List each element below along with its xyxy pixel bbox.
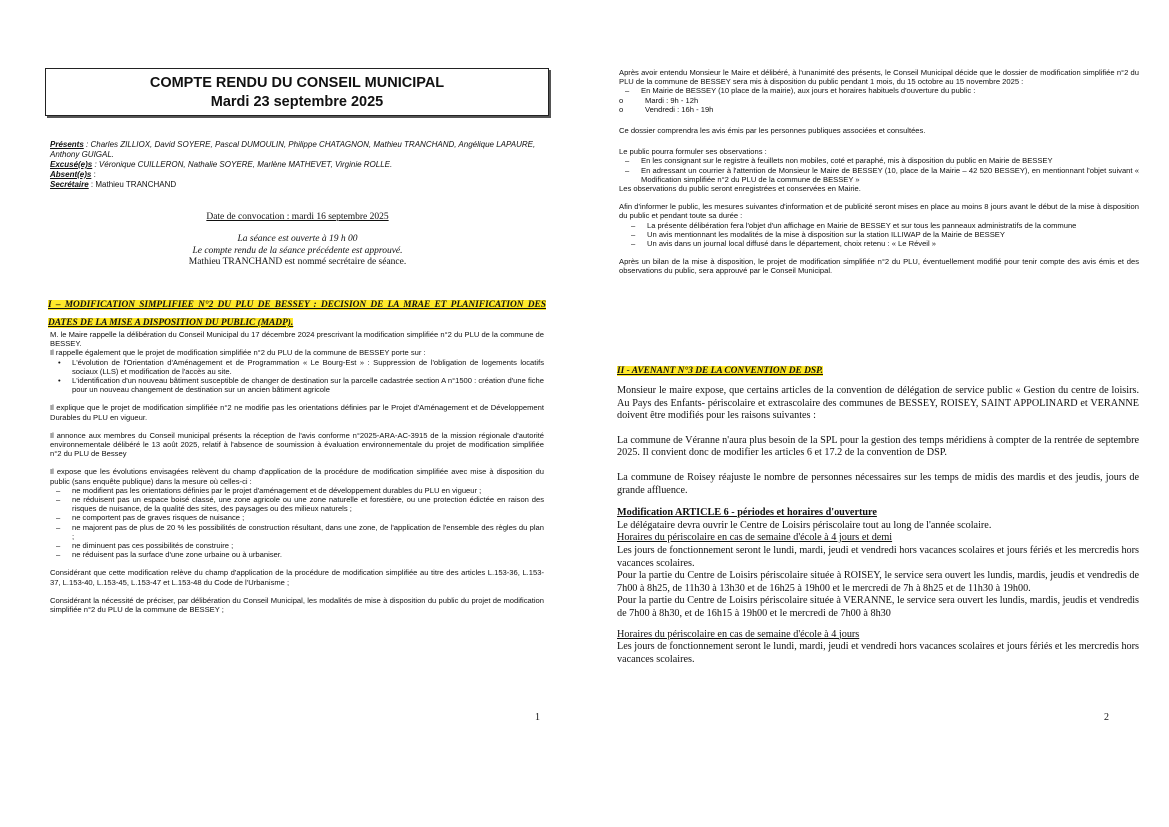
list-item: – En les consignant sur le registre à feuillets non mobiles, coté et paraphé, mis à disposition du public en Mairie de BESSEY (619, 156, 1139, 165)
s1-p1: M. le Maire rappelle la délibération du Conseil Municipal du 17 décembre 2024 prescrivant la modification simplifiée n°2 du PLU de la commune de BESSEY. (50, 330, 544, 349)
p2-p3: Le public pourra formuler ses observations : (619, 147, 767, 157)
list-item: – En adressant un courrier à l'attention de Monsieur le Maire de BESSEY (10, place de la Mairie – 42 520 BESSEY), en mentionnant l'objet suivant « Modification simplifiée n°2 du PLU de la commune de BESSEY » (619, 166, 1139, 184)
list-item: – ne modifient pas les orientations définies par le projet d'aménagement et de développement durables du PLU en vigueur ; (50, 486, 544, 495)
section-1-body (50, 330, 544, 614)
convocation-date: Date de convocation : mardi 16 septembre 2025 (206, 212, 389, 222)
absents-label: Absent(e)s (50, 170, 92, 179)
list-item: • L'évolution de l'Orientation d'Aménagement et de Programmation « Le Bourg-Est » : Suppression de l'obligation de logements locatifs sociaux (LLS) et modification de l'accès au site. (50, 358, 544, 376)
list-item: – En Mairie de BESSEY (10 place de la mairie), aux jours et horaires habituels d'ouverture du public : (619, 86, 1139, 95)
s1-bullets (50, 358, 544, 395)
s2-p3: La commune de Roisey réajuste le nombre de personnes nécessaires sur les temps de midis des mardis et des jeudis, jours de grande affluence. (617, 471, 1139, 496)
title-line-2: Mardi 23 septembre 2025 (210, 94, 384, 110)
p2-p1: Après avoir entendu Monsieur le Maire et délibéré, à l'unanimité des présents, le Conseil Municipal décide que le dossier de modification simplifiée n°2 du PLU de la commune de BESSEY sera mis à disposition du public pendant 1 mois, du 15 octobre au 15 novembre 2025 : (619, 68, 1139, 87)
list-item: – ne réduisent pas la surface d'une zone urbaine ou à urbaniser. (50, 550, 544, 559)
schedule-1-p1: Les jours de fonctionnement seront le lundi, mardi, jeudi et vendredi hors vacances scolaires et jours fériés et les mercredis hors vacances scolaires. (617, 544, 1139, 569)
madp-location-list (619, 86, 1139, 95)
schedule-heading-2: Horaires du périscolaire en cas de semaine d'école à 4 jours (617, 628, 860, 640)
s2-p2: La commune de Véranne n'aura plus besoin de la SPL pour la gestion des temps méridiens à compter de la rentrée de septembre 2025. Il convient donc de modifier les articles 6 et 17.2 de la convention de DSP. (617, 434, 1139, 459)
list-item: – Un avis dans un journal local diffusé dans le département, choix retenu : « Le Réveil » (625, 239, 1139, 248)
article-6-title: Modification ARTICLE 6 - périodes et horaires d'ouverture (617, 507, 877, 519)
p2-p2: Ce dossier comprendra les avis émis par les personnes publiques associées et consultées. (619, 126, 926, 136)
presents-list: : Charles ZILLIOX, David SOYERE, Pascal DUMOULIN, Philippe CHATAGNON, Mathieu TRANCHAND, Angélique LAPAURE, Anthony GUIGAL. (50, 140, 536, 159)
list-item: – Un avis mentionnant les modalités de la mise à disposition sur la station ILLIWAP de la Mairie de BESSEY (625, 230, 1139, 239)
title-line-1: COMPTE RENDU DU CONSEIL MUNICIPAL (149, 75, 445, 91)
list-item: • L'identification d'un nouveau bâtiment susceptible de changer de destination sur la parcelle cadastrée section A n°1500 : création d'une fiche pour un nouveau changement de destination sur un ancien bâtiment agricole (50, 376, 544, 394)
s1-conditions (50, 486, 544, 560)
section-2-body (617, 385, 1139, 666)
schedule-heading-1: Horaires du périscolaire en cas de semaine d'école à 4 jours et demi (617, 532, 893, 544)
schedule-1-p3: Pour la partie du Centre de Loisirs périscolaire située à VERANNE, le service sera ouvert les lundis, mardis, jeudis et vendredis de 7h00 à 8h30, et de 16h15 à 19h00 et le mercredi de 7h00 à 8h30 (617, 595, 1139, 619)
opening-hours-1: o Mardi : 9h - 12h (619, 95, 699, 105)
opening-line-1: La séance est ouverte à 19 h 00 (237, 234, 358, 244)
excuses-list: : Véronique CUILLERON, Nathalie SOYERE, Marlène MATHEVET, Virginie ROLLE. (92, 160, 393, 169)
s1-p5: Il expose que les évolutions envisagées relèvent du champ d'application de la procédure de modification simplifiée avec mise à disposition du public (sans enquête publique) dans la mesure où celles-ci : (50, 467, 544, 486)
opening-line-2: Le compte rendu de la séance précédente est approuvé. (192, 245, 403, 256)
p2-p6: Après un bilan de la mise à disposition, le projet de modification simplifiée n°2 du PLU, éventuellement modifié pour tenir compte des avis émis et des observations du public, sera approuvé par le Conseil Municipal. (619, 257, 1139, 276)
article-6-intro: Le délégataire devra ouvrir le Centre de Loisirs périscolaire tout au long de l'année scolaire. (617, 519, 992, 531)
s1-p6: Considérant que cette modification relève du champ d'application de la procédure de modification simplifiée au titre des articles L.153-36, L.153-37, L.153-40, L.153-45, L.153-47 et L.153-48 du Code de l'Urbanisme ; (50, 568, 544, 587)
document-title (45, 68, 549, 116)
publicity-measures (619, 221, 1139, 249)
list-item: – La présente délibération fera l'objet d'un affichage en Mairie de BESSEY et sur tous les panneaux administratifs de la commune (625, 221, 1139, 230)
section-2-heading: II - AVENANT N°3 DE LA CONVENTION DE DSP. (617, 366, 823, 376)
s1-p2: Il rappelle également que le projet de modification simplifiée n°2 du PLU de la commune de BESSEY porte sur : (50, 348, 426, 358)
secretaire-label: Secrétaire (50, 180, 89, 189)
list-item: – ne comportent pas de graves risques de nuisance ; (50, 513, 544, 522)
excuses-label: Excusé(e)s (50, 160, 93, 169)
p2-p4: Les observations du public seront enregistrées et conservées en Mairie. (619, 184, 861, 194)
s1-p3: Il explique que le projet de modification simplifiée n°2 ne modifie pas les orientations définies par le Projet d'Aménagement et de Développement Durables du PLU en vigueur. (50, 403, 544, 422)
opening-line-3: Mathieu TRANCHAND est nommé secrétaire de séance. (188, 257, 407, 267)
s1-p4: Il annonce aux membres du Conseil municipal présents la réception de l'avis conforme n°2025-ARA-AC-3915 de la mission régionale d'autorité environnementale délibéré le 13 août 2025, relatif à l'absence de soumission à évaluation environnementale du projet de modification simplifiée n°2 du PLU de Bessey (50, 430, 544, 459)
list-item: – ne majorent pas de plus de 20 % les possibilités de construction résultant, dans une zone, de l'application de l'ensemble des règles du plan ; (50, 523, 544, 541)
list-item: – ne réduisent pas un espace boisé classé, une zone agricole ou une zone naturelle et forestière, ou une protection édictée en raison des risques de nuisance, de la qualité des sites, des paysages ou des milieux naturels ; (50, 495, 544, 513)
absents-list: : (91, 170, 96, 179)
opening-hours-2: o Vendredi : 16h - 19h (619, 104, 714, 114)
page-1 (0, 0, 584, 827)
p2-p5: Afin d'informer le public, les mesures suivantes d'information et de publicité seront mises en place au moins 8 jours avant le début de la mise à disposition du public et pendant toute sa durée : (619, 202, 1139, 221)
page-number-1: 1 (535, 712, 540, 723)
attendance (50, 140, 545, 190)
page-2 (584, 0, 1169, 827)
s1-p7: Considérant la nécessité de préciser, par délibération du Conseil Municipal, les modalités de mise à disposition du public du projet de modification simplifiée n°2 du PLU de la commune de BESSEY ; (50, 595, 544, 615)
session-opening (50, 234, 545, 269)
page-number-2: 2 (1104, 712, 1109, 723)
secretaire-name: : Mathieu TRANCHAND (88, 180, 177, 189)
madp-decision (619, 68, 1139, 276)
observation-methods (619, 156, 1139, 184)
schedule-2-p1: Les jours de fonctionnement seront le lundi, mardi, jeudi et vendredi hors vacances scolaires et jours fériés et les mercredis hors vacances scolaires. (617, 641, 1139, 665)
list-item: – ne diminuent pas ces possibilités de construire ; (50, 541, 544, 550)
presents-label: Présents (50, 140, 84, 149)
s2-p1: Monsieur le maire expose, que certains articles de la convention de délégation de service public « Gestion du centre de loisirs. Au Pays des Enfants- périscolaire et extrascolaire des communes de BESSEY, ROISEY, SAINT APPOLINARD et VERANNE doivent être modifiés pour les raisons suivantes : (617, 385, 1139, 422)
schedule-1-p2: Pour la partie du Centre de Loisirs périscolaire située à ROISEY, le service sera ouvert les lundis, mardis, jeudis et vendredis de 7h00 à 8h25, de 11h30 à 13h30 et de 16h25 à 19h00 et le mercredi de 7h à 8h25 et de 11h30 à 19h00. (617, 570, 1139, 594)
section-1-heading: I – MODIFICATION SIMPLIFIEE N°2 DU PLU DE BESSEY : DECISION DE LA MRAE ET PLANIFICATION DES DATES DE LA MISE A DISPOSITION DU PUBLIC (MADP). (48, 300, 546, 328)
